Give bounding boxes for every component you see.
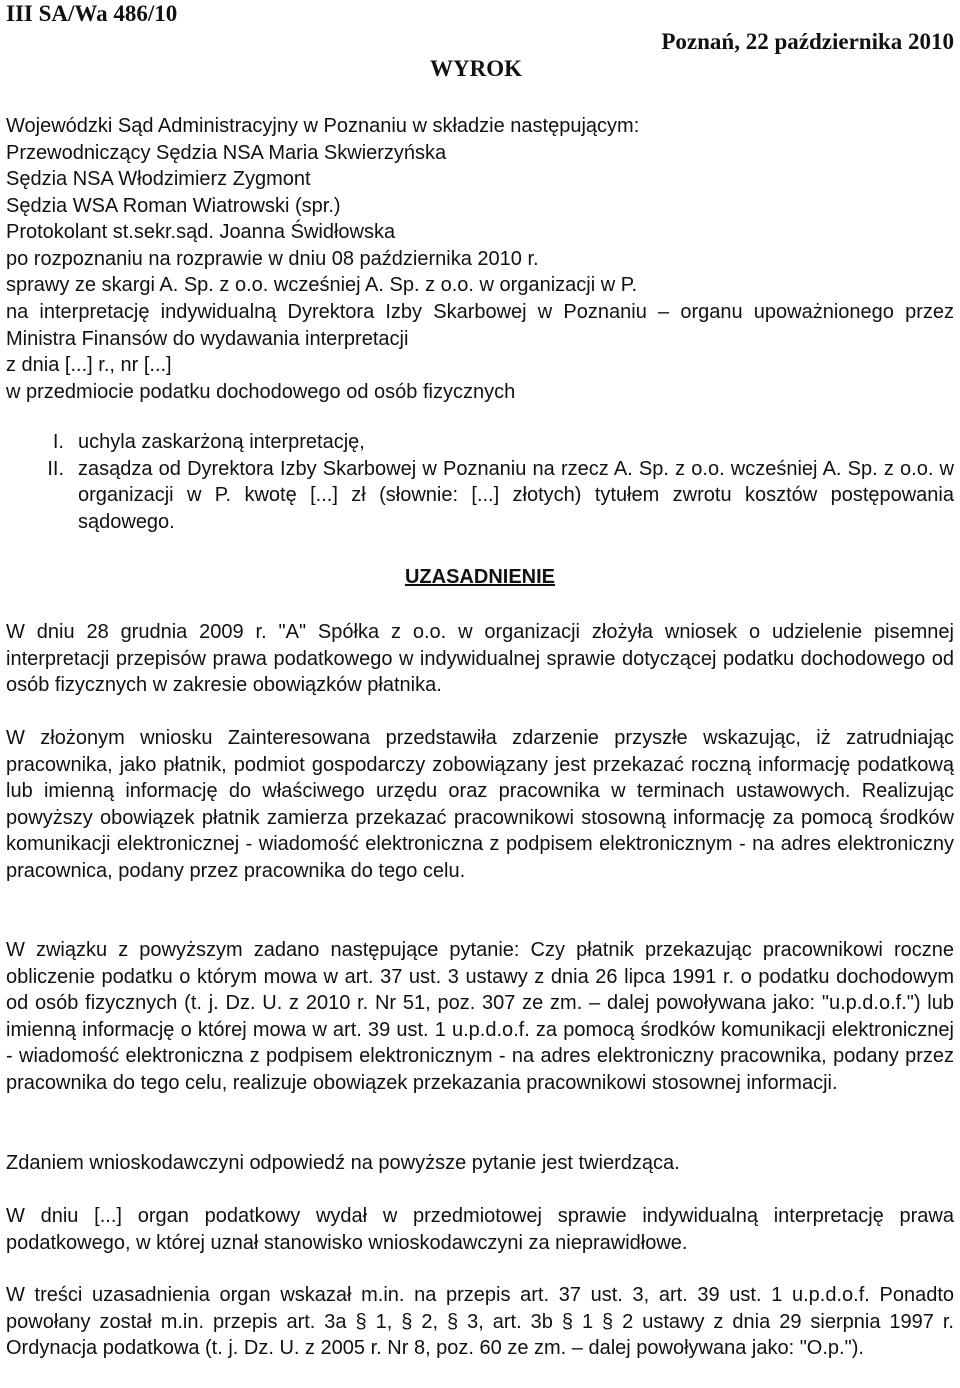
court-composition [6, 113, 954, 299]
verdict-number: I. [52, 431, 64, 453]
place-date: Poznań, 22 października 2010 [661, 29, 954, 54]
verdict-item [6, 456, 954, 536]
intro-line: Sędzia WSA Roman Wiatrowski (spr.) [6, 194, 341, 217]
intro-line: Sędzia NSA Włodzimierz Zygmont [6, 168, 311, 190]
verdict-text: uchyla zaskarżoną interpretację, [78, 431, 365, 453]
intro-line: Protokolant st.sekr.sąd. Joanna Świdłowska [6, 221, 396, 243]
justification-paragraph [6, 1203, 954, 1256]
justification-paragraph [6, 1282, 954, 1362]
paragraph-text: Zdaniem wnioskodawczyni odpowiedź na powyższe pytanie jest twierdząca. [6, 1152, 680, 1174]
intro-line: Wojewódzki Sąd Administracyjny w Poznaniu w składzie następującym: [6, 115, 640, 137]
paragraph-text: W dniu [...] organ podatkowy wydał w przedmiotowej sprawie indywidualną interpretację prawa podatkowego, w której uznał stanowisko wnioskodawczyni za nieprawidłowe. [6, 1205, 954, 1254]
verdict-item [6, 429, 954, 456]
subject-line: z dnia [...] r., nr [...] [6, 354, 172, 376]
intro-line: po rozpoznaniu na rozprawie w dniu 08 października 2010 r. [6, 247, 539, 270]
justification-paragraph [6, 725, 954, 884]
justification-paragraph [6, 1150, 954, 1177]
intro-line: sprawy ze skargi A. Sp. z o.o. wcześniej A. Sp. z o.o. w organizacji w P. [6, 274, 638, 296]
subject-paragraph: na interpretację indywidualną Dyrektora Izby Skarbowej w Poznaniu – organu upoważnionego przez Ministra Finansów do wydawania interpretacji [6, 301, 954, 350]
case-number: III SA/Wa 486/10 [6, 1, 178, 26]
paragraph-text: W związku z powyższym zadano następujące pytanie: Czy płatnik przekazując pracownikowi roczne obliczenie podatku o którym mowa w art. 37 ust. 3 ustawy z dnia 26 lipca 1991 r. o podatku dochodowym od osób fizycznych (t. j. Dz. U. z 2010 r. Nr 51, poz. 307 ze zm. – dalej powoływana jako: "u.p.d.o.f.") lub imienną informację o której mowa w art. 39 ust. 1 u.p.d.o.f. za pomocą środków komunikacji elektronicznej - wiadomość elektroniczna z podpisem elektronicznym - na adres elektroniczny pracownika, podany przez pracownika do tego celu, realizuje obowiązek przekazania pracownikowi stosownej informacji. [6, 939, 954, 1094]
justification-paragraph [6, 937, 954, 1096]
paragraph-text: W treści uzasadnienia organ wskazał m.in. na przepis art. 37 ust. 3, art. 39 ust. 1 u.p.d.o.f. Ponadto powołany został m.in. przepis art. 3a § 1, § 2, § 3, art. 3b § 1 § 2 ustawy z dnia 29 sierpnia 1997 r. Ordynacja podatkowa (t. j. Dz. U. z 2005 r. Nr 8, poz. 60 ze zm. – dalej powoływana jako: "O.p."). [6, 1284, 954, 1359]
subject-line: w przedmiocie podatku dochodowego od osób fizycznych [6, 380, 516, 403]
case-subject [6, 299, 954, 405]
intro-line: Przewodniczący Sędzia NSA Maria Skwierzyńska [6, 141, 447, 164]
paragraph-text: W dniu 28 grudnia 2009 r. "A" Spółka z o.o. w organizacji złożyła wniosek o udzielenie pisemnej interpretacji przepisów prawa podatkowego w indywidualnej sprawie dotyczącej podatku dochodowego od osób fizycznych w zakresie obowiązków płatnika. [6, 621, 954, 696]
verdict-list [6, 429, 954, 535]
document-title: WYROK [430, 56, 522, 81]
verdict-number: II. [47, 457, 64, 480]
paragraph-text: W złożonym wniosku Zainteresowana przedstawiła zdarzenie przyszłe wskazując, iż zatrudniając pracownika, jako płatnik, podmiot gospodarczy zobowiązany jest przekazać roczną informację podatkową lub imienną informację do właściwego urzędu oraz pracownika w terminach ustawowych. Realizując powyższy obowiązek płatnik zamierza przekazać pracownikowi stosowną informację za pomocą środków komunikacji elektronicznej - wiadomość elektroniczna z podpisem elektronicznym - na adres elektroniczny pracownica, podany przez pracownika do tego celu. [6, 727, 954, 882]
justification-paragraph [6, 619, 954, 699]
verdict-text: zasądza od Dyrektora Izby Skarbowej w Poznaniu na rzecz A. Sp. z o.o. wcześniej A. Sp. z o.o. w organizacji w P. kwotę [...] zł (słownie: [...] złotych) tytułem zwrotu kosztów postępowania sądowego. [78, 457, 954, 533]
justification-heading: UZASADNIENIE [404, 566, 555, 588]
